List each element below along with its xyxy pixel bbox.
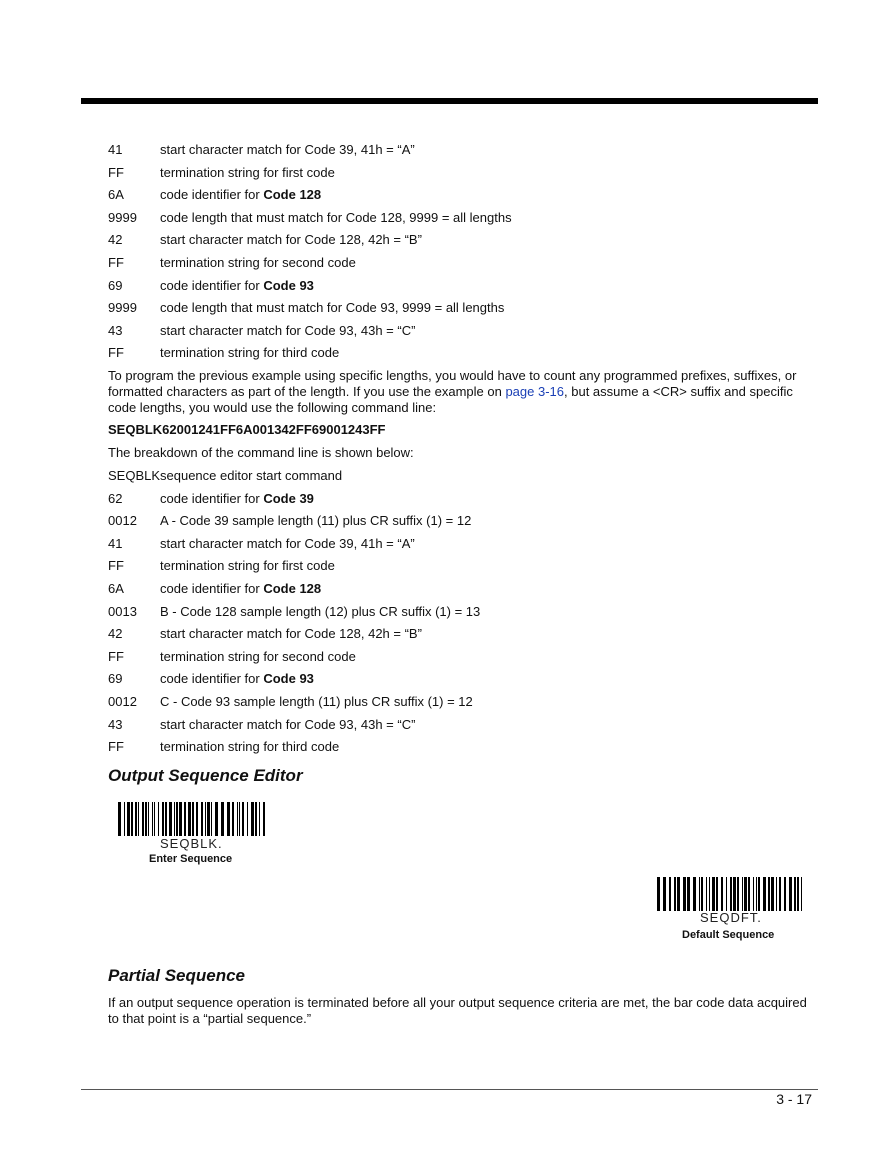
code-description (160, 536, 415, 552)
description-text: termination string for first code (160, 164, 335, 180)
default-sequence-barcode-text: SEQDFT. (700, 910, 762, 925)
code-description (160, 581, 321, 597)
partial-sequence-paragraph: If an output sequence operation is terminated before all your output sequence criteria are met, the bar code data acquired to that point is a “partial sequence.” (108, 995, 807, 1026)
description-text: start character match for Code 39, 41h = “A” (160, 142, 415, 157)
description-text: start character match for Code 93, 43h = “C” (160, 322, 416, 338)
symbology-name: Code 39 (263, 490, 314, 506)
code-description (160, 626, 422, 642)
code-value: 0012 (108, 513, 137, 529)
footer-rule (81, 1089, 818, 1090)
code-value: 6A (108, 187, 124, 203)
default-sequence-barcode (657, 877, 805, 911)
header-rule (81, 98, 818, 104)
code-value: FF (108, 739, 124, 755)
code-description (160, 210, 512, 226)
output-sequence-editor-heading: Output Sequence Editor (108, 766, 303, 785)
default-sequence-caption: Default Sequence (682, 929, 775, 941)
code-description (160, 232, 422, 248)
code-description (160, 165, 335, 181)
description-text: code identifier for (160, 490, 264, 506)
code-value: 9999 (108, 209, 137, 225)
barcode-bar (263, 802, 265, 836)
code-description (160, 739, 339, 755)
code-value: 62 (108, 490, 123, 506)
code-description (160, 142, 415, 158)
description-text: termination string for third code (160, 345, 340, 361)
code-value: 42 (108, 626, 123, 642)
description-text: start character match for Code 39, 41h = “A” (160, 535, 415, 551)
description-text: start character match for Code 93, 43h = “C” (160, 716, 416, 732)
code-description (160, 649, 356, 665)
description-text: code identifier for (160, 277, 264, 293)
description-text: code length that must match for Code 93, 9999 = all lengths (160, 300, 505, 316)
description-text: code identifier for (160, 581, 264, 596)
code-description (160, 717, 415, 733)
description-text: start character match for Code 128, 42h = “B” (160, 232, 422, 248)
code-value: SEQBLK (108, 468, 161, 483)
code-description (160, 323, 415, 339)
paragraph-text-continued: , but assume a <CR> suffix and specific code lengths, you would use the following command line: (108, 384, 793, 415)
code-value: FF (108, 345, 124, 361)
code-description (160, 345, 339, 361)
code-value: FF (108, 164, 124, 180)
code-description (160, 300, 504, 316)
symbology-name: Code 128 (263, 187, 322, 203)
enter-sequence-barcode (118, 802, 268, 836)
description-text: B - Code 128 sample length (12) plus CR suffix (1) = 13 (160, 603, 481, 619)
code-description (160, 491, 314, 507)
description-text: A - Code 39 sample length (11) plus CR suffix (1) = 12 (160, 513, 472, 529)
description-text: code identifier for (160, 187, 264, 203)
code-description (160, 513, 471, 529)
code-value: 69 (108, 671, 123, 687)
code-description (160, 468, 342, 484)
description-text: termination string for second code (160, 255, 356, 270)
code-value: 41 (108, 142, 123, 157)
code-description (160, 558, 335, 574)
command-line: SEQBLK62001241FF6A001342FF69001243FF (108, 422, 386, 437)
enter-sequence-barcode-text: SEQBLK. (160, 836, 223, 851)
code-value: FF (108, 255, 124, 270)
code-value: 9999 (108, 300, 137, 316)
page-number: 3 - 17 (776, 1091, 812, 1107)
partial-sequence-heading: Partial Sequence (108, 966, 246, 985)
code-description (160, 671, 314, 687)
code-description (160, 278, 314, 294)
breakdown-intro: The breakdown of the command line is shown below: (108, 445, 414, 460)
symbology-name: Code 128 (263, 581, 322, 596)
code-description (160, 694, 473, 710)
description-text: start character match for Code 128, 42h = “B” (160, 626, 422, 642)
enter-sequence-caption: Enter Sequence (149, 853, 233, 865)
symbology-name: Code 93 (263, 277, 314, 293)
code-value: 41 (108, 535, 123, 551)
code-value: 69 (108, 277, 123, 293)
code-value: 6A (108, 581, 124, 596)
description-text: termination string for third code (160, 739, 340, 755)
description-text: sequence editor start command (160, 468, 343, 483)
code-value: 0012 (108, 694, 137, 709)
code-value: 43 (108, 716, 123, 732)
description-text: code identifier for (160, 671, 264, 687)
paragraph-text: To program the previous example using specific lengths, you would have to count any programmed prefixes, suffixes, or formatted characters as part of the length. If you use the example on (108, 368, 797, 399)
specific-lengths-paragraph (108, 368, 820, 416)
code-value: 0013 (108, 603, 137, 619)
page-link[interactable]: page 3-16 (505, 384, 565, 399)
code-description (160, 187, 321, 203)
barcode-bar (802, 877, 804, 911)
description-text: termination string for first code (160, 558, 335, 574)
code-value: 43 (108, 322, 123, 338)
code-description (160, 604, 480, 620)
code-description (160, 255, 356, 271)
symbology-name: Code 93 (263, 671, 314, 687)
description-text: C - Code 93 sample length (11) plus CR suffix (1) = 12 (160, 694, 473, 709)
description-text: code length that must match for Code 128, 9999 = all lengths (160, 209, 512, 225)
code-value: FF (108, 648, 124, 664)
description-text: termination string for second code (160, 648, 356, 664)
code-value: 42 (108, 232, 123, 248)
code-value: FF (108, 558, 124, 574)
